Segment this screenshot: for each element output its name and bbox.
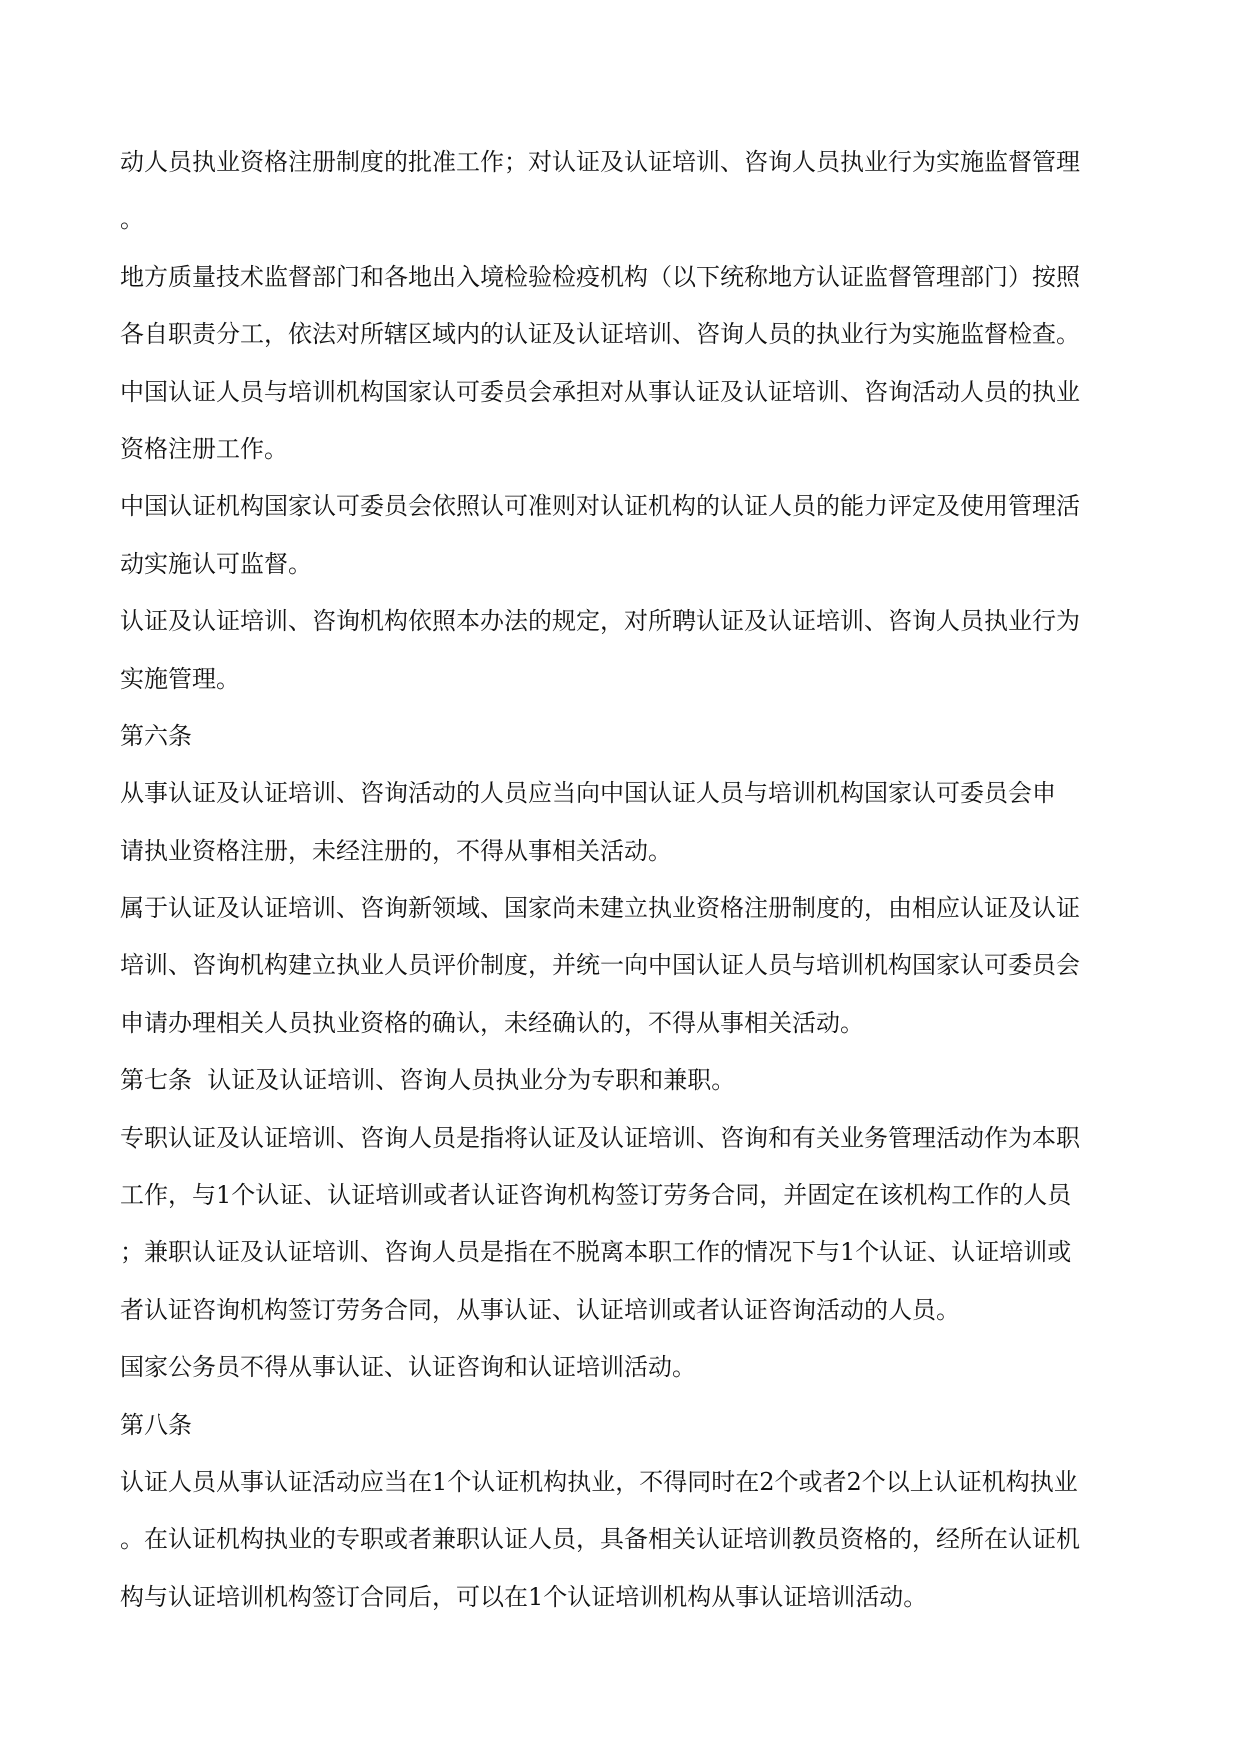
text-line: 实施管理。	[120, 664, 240, 693]
text-line: 属于认证及认证培训、咨询新领域、国家尚未建立执业资格注册制度的，由相应认证及认证	[120, 894, 1080, 923]
text-line: 地方质量技术监督部门和各地出入境检验检疫机构（以下统称地方认证监督管理部门）按照	[120, 262, 1080, 291]
text-line: 构与认证培训机构签订合同后，可以在1个认证培训机构从事认证培训活动。	[120, 1582, 928, 1611]
article-heading: 第七条 认证及认证培训、咨询人员执业分为专职和兼职。	[120, 1066, 736, 1095]
text-line: 者认证咨询机构签订劳务合同，从事认证、认证培训或者认证咨询活动的人员。	[120, 1295, 960, 1324]
text-line: 。	[120, 205, 144, 234]
text-line: 。在认证机构执业的专职或者兼职认证人员，具备相关认证培训教员资格的，经所在认证机	[120, 1525, 1080, 1554]
text-line: 资格注册工作。	[120, 434, 288, 463]
text-line: 动实施认可监督。	[120, 549, 312, 578]
text-line: 各自职责分工，依法对所辖区域内的认证及认证培训、咨询人员的执业行为实施监督检查。	[120, 320, 1080, 349]
article-heading: 第六条	[120, 721, 192, 750]
document-body	[120, 134, 1120, 1626]
article-heading: 第八条	[120, 1410, 192, 1439]
text-line: 中国认证人员与培训机构国家认可委员会承担对从事认证及认证培训、咨询活动人员的执业	[120, 377, 1080, 406]
text-line: 申请办理相关人员执业资格的确认，未经确认的，不得从事相关活动。	[120, 1008, 864, 1037]
text-line: 中国认证机构国家认可委员会依照认可准则对认证机构的认证人员的能力评定及使用管理活	[120, 492, 1080, 521]
text-line: 认证人员从事认证活动应当在1个认证机构执业，不得同时在2个或者2个以上认证机构执业	[120, 1467, 1078, 1496]
text-line: ；兼职认证及认证培训、咨询人员是指在不脱离本职工作的情况下与1个认证、认证培训或	[120, 1238, 1072, 1267]
text-line: 认证及认证培训、咨询机构依照本办法的规定，对所聘认证及认证培训、咨询人员执业行为	[120, 607, 1080, 636]
text-line: 从事认证及认证培训、咨询活动的人员应当向中国认证人员与培训机构国家认可委员会申	[120, 779, 1056, 808]
text-line: 国家公务员不得从事认证、认证咨询和认证培训活动。	[120, 1353, 696, 1382]
text-line: 动人员执业资格注册制度的批准工作；对认证及认证培训、咨询人员执业行为实施监督管理	[120, 148, 1080, 176]
text-line: 工作，与1个认证、认证培训或者认证咨询机构签订劳务合同，并固定在该机构工作的人员	[120, 1181, 1072, 1210]
text-line: 培训、咨询机构建立执业人员评价制度，并统一向中国认证人员与培训机构国家认可委员会	[120, 951, 1080, 980]
text-line: 请执业资格注册，未经注册的，不得从事相关活动。	[120, 836, 672, 865]
text-line: 专职认证及认证培训、咨询人员是指将认证及认证培训、咨询和有关业务管理活动作为本职	[120, 1123, 1080, 1152]
